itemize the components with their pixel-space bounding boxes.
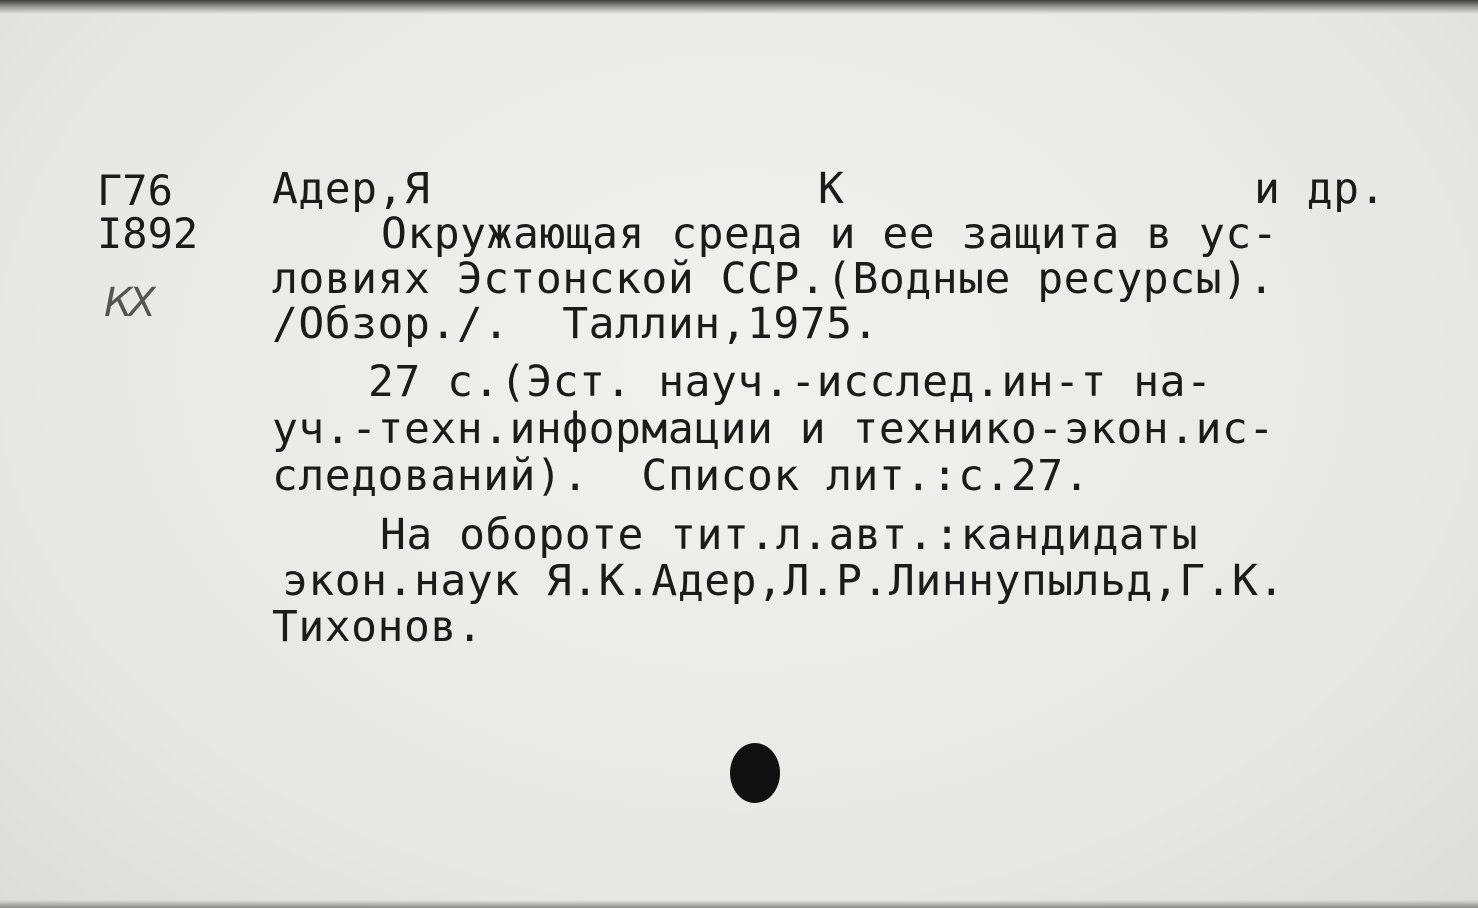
note-line-2: экон.наук Я.К.Адер,Л.Р.Линнупыльд,Г.К. (282, 556, 1285, 606)
imprint-line: /Обзор./. Таллин,1975. (272, 299, 879, 349)
et-al: и др. (1254, 164, 1386, 214)
note-line-1: На обороте тит.л.авт.:кандидаты (380, 510, 1199, 560)
note-line-3: Тихонов. (272, 602, 484, 652)
title-line-2: ловиях Эстонской ССР.(Водные ресурсы). (272, 254, 1275, 304)
collation-line-2: уч.-техн.информации и технико-экон.ис- (272, 404, 1275, 454)
call-number-line-2: I892 (97, 209, 199, 258)
call-number-line-1: Г76 (97, 166, 173, 215)
collation-line-3: следований). Список лит.:с.27. (272, 451, 1091, 501)
collation-line-1: 27 с.(Эст. науч.-исслед.ин-т на- (368, 357, 1213, 407)
handwritten-mark: КХ (104, 280, 152, 326)
author-name: Адер,Я (272, 164, 431, 214)
card-bottom-edge (0, 900, 1478, 908)
card-top-edge (0, 0, 1478, 14)
card-punch-hole (730, 743, 780, 803)
title-line-1: Окружающая среда и ее защита в ус- (381, 209, 1279, 259)
author-initial: К (818, 164, 845, 214)
